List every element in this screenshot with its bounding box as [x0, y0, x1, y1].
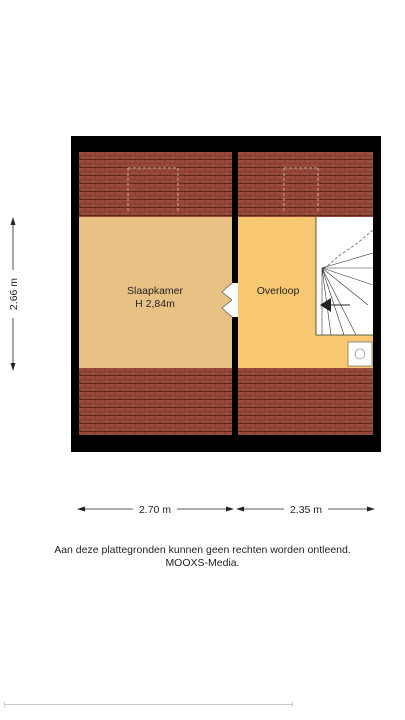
roof-tiles-bottom-right [238, 368, 373, 435]
fixture-icon [348, 342, 372, 366]
room-label-overloop: Overloop [256, 285, 300, 297]
roof-tiles-top-left [79, 152, 232, 217]
dimension-height-label: 2.66 m [8, 277, 20, 311]
disclaimer-text [0, 544, 405, 570]
room-height-slaapkamer: H 2,84m [135, 298, 175, 310]
staircase [316, 217, 373, 335]
dimension-width-right-label: 2.35 m [289, 504, 323, 516]
scale-bar [4, 704, 293, 705]
roof-tiles-top-right [238, 152, 373, 217]
roof-tiles-bottom-left [79, 368, 232, 435]
disclaimer-line-2: MOOXS-Media. [165, 557, 240, 569]
room-label-slaapkamer: Slaapkamer [126, 285, 184, 297]
disclaimer-line-1: Aan deze plattegronden kunnen geen rechten worden ontleend. [54, 544, 351, 556]
dimension-width-left-label: 2.70 m [138, 504, 172, 516]
